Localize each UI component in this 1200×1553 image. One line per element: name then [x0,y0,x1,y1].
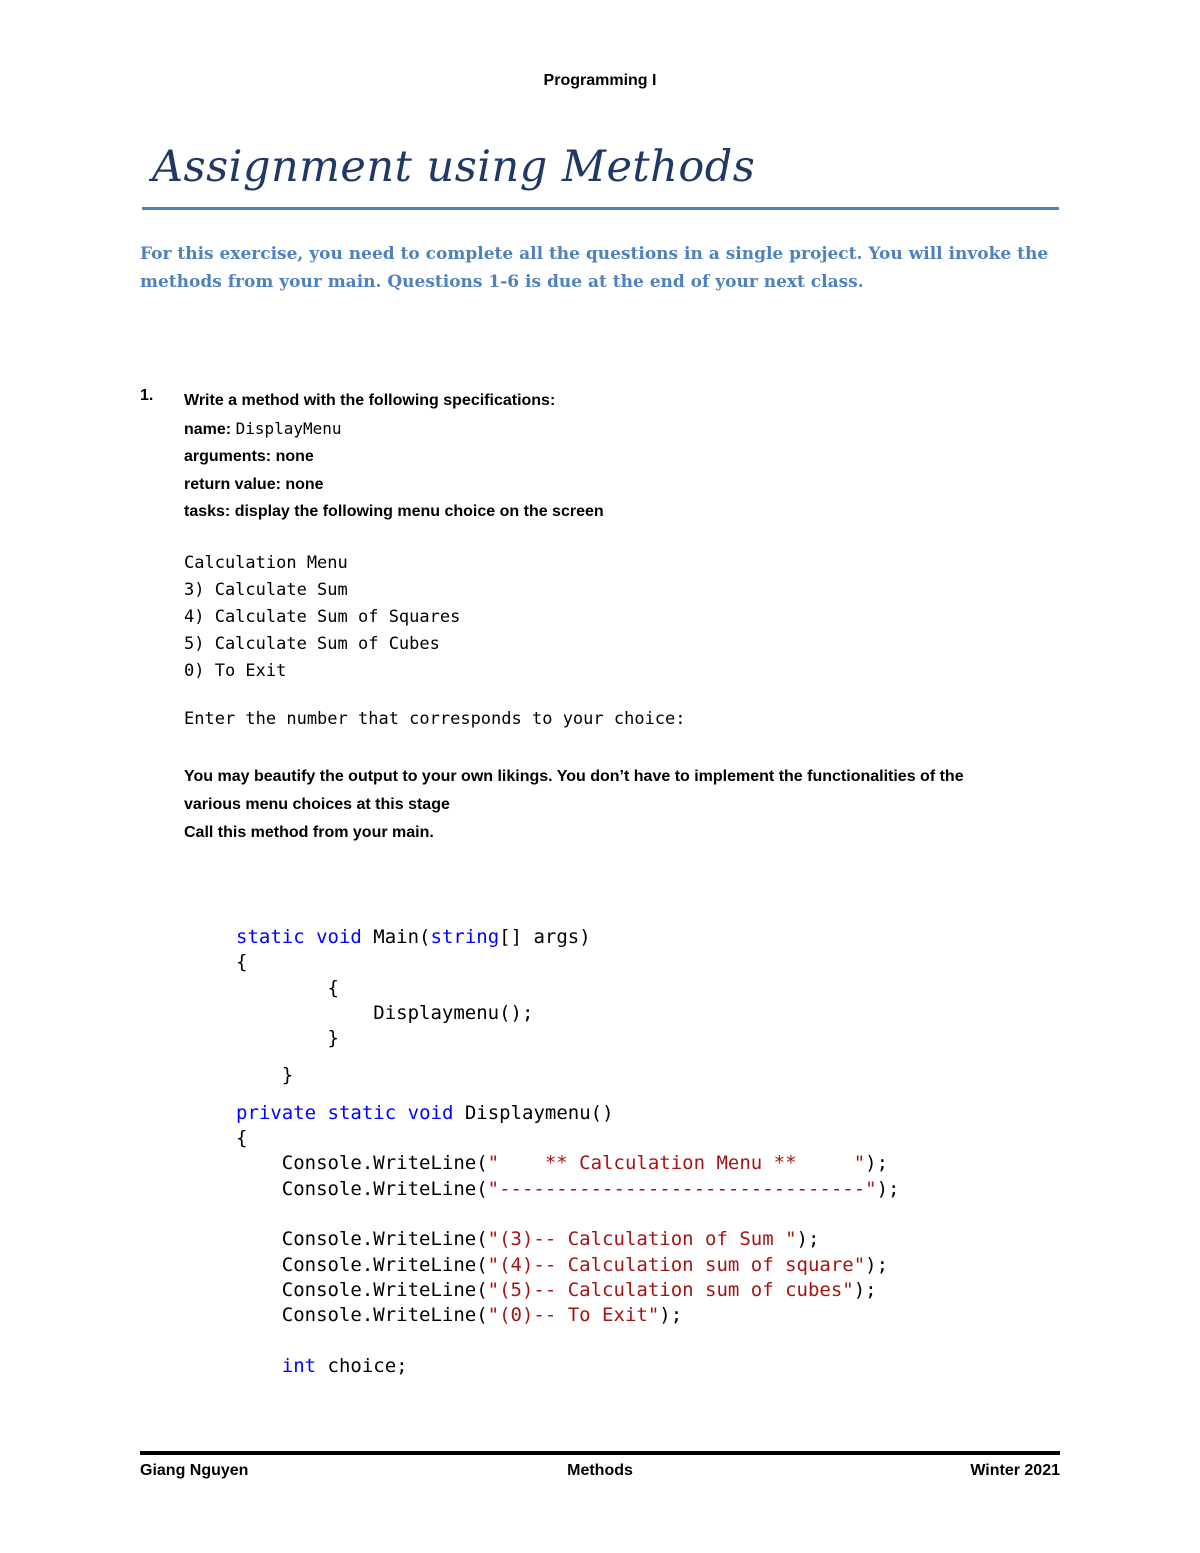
menu-title: Calculation Menu [184,553,348,573]
code-text: Console.WriteLine( [281,1228,488,1251]
code-keyword: static [236,926,305,948]
menu-item: 3) Calculate Sum [184,580,348,600]
spec-tasks: tasks: display the following menu choice on the screen [184,503,604,520]
page-header: Programming I [543,72,657,89]
code-keyword: void [407,1101,454,1124]
code-brace: { [327,976,339,999]
code-string: "(3)-- Calculation of Sum " [487,1228,797,1251]
menu-item: 0) To Exit [184,661,287,681]
code-keyword: int [281,1354,317,1377]
spec-return-value: return value: none [184,475,324,493]
spec-intro: Write a method with the following specifications: [184,392,556,409]
spec-name-label: name: [184,420,236,438]
menu-item: 5) Calculate Sum of Cubes [184,634,440,654]
footer-rule [140,1451,1060,1455]
footer-term: Winter 2021 [970,1462,1060,1479]
code-text: ); [853,1278,877,1301]
notes-line: various menu choices at this stage [184,796,450,813]
code-string: " ** Calculation Menu ** " [487,1152,866,1175]
code-string: "(5)-- Calculation sum of cubes" [487,1278,854,1301]
notes-line: You may beautify the output to your own likings. You don’t have to implement the functionalities of the [184,768,964,785]
code-text: Console.WriteLine( [281,1278,488,1301]
question-specification [184,387,1064,526]
code-string: "(4)-- Calculation sum of square" [487,1253,866,1276]
code-keyword: private [236,1101,317,1124]
spec-name-value: DisplayMenu [235,418,342,438]
code-text: ); [659,1304,683,1327]
code-text: Console.WriteLine( [281,1152,488,1175]
code-text: ); [865,1253,889,1276]
menu-item: 4) Calculate Sum of Squares [184,607,461,627]
question-number: 1. [140,387,154,404]
code-brace: { [236,951,248,974]
spec-arguments: arguments: none [184,448,314,465]
notes-paragraph [184,763,1064,847]
code-text: ); [865,1152,889,1175]
code-text: Console.WriteLine( [281,1177,488,1200]
notes-line: Call this method from your main. [184,824,434,841]
intro-paragraph: For this exercise, you need to complete all the questions in a single project. You will invoke the methods from your main. Questions 1-6 is due at the end of your next class. [140,244,1049,292]
code-text: Console.WriteLine( [281,1253,488,1276]
menu-sample-output [184,550,460,685]
code-brace: } [327,1027,339,1050]
spec-name [184,415,1064,444]
footer-author: Giang Nguyen [140,1462,249,1479]
footer-topic: Methods [567,1462,633,1479]
code-brace: } [281,1064,294,1087]
code-string: "(0)-- To Exit" [487,1304,660,1327]
code-text: ); [796,1228,820,1251]
code-text: Displaymenu() [453,1101,614,1124]
code-text: [] args) [499,926,591,948]
document-title: Assignment using Methods [152,142,756,192]
code-block [236,925,900,1379]
code-string: "--------------------------------" [487,1177,877,1200]
code-keyword: string [430,926,500,948]
menu-prompt: Enter the number that corresponds to your choice: [184,709,686,729]
code-text: Displaymenu(); [373,1001,534,1024]
code-text: Main( [361,926,431,948]
title-underline [142,207,1059,210]
code-brace: { [236,1127,248,1150]
code-keyword: void [316,926,362,948]
code-text: choice; [316,1354,408,1377]
code-text: ); [876,1177,900,1200]
code-keyword: static [327,1101,397,1124]
code-text: Console.WriteLine( [281,1304,488,1327]
